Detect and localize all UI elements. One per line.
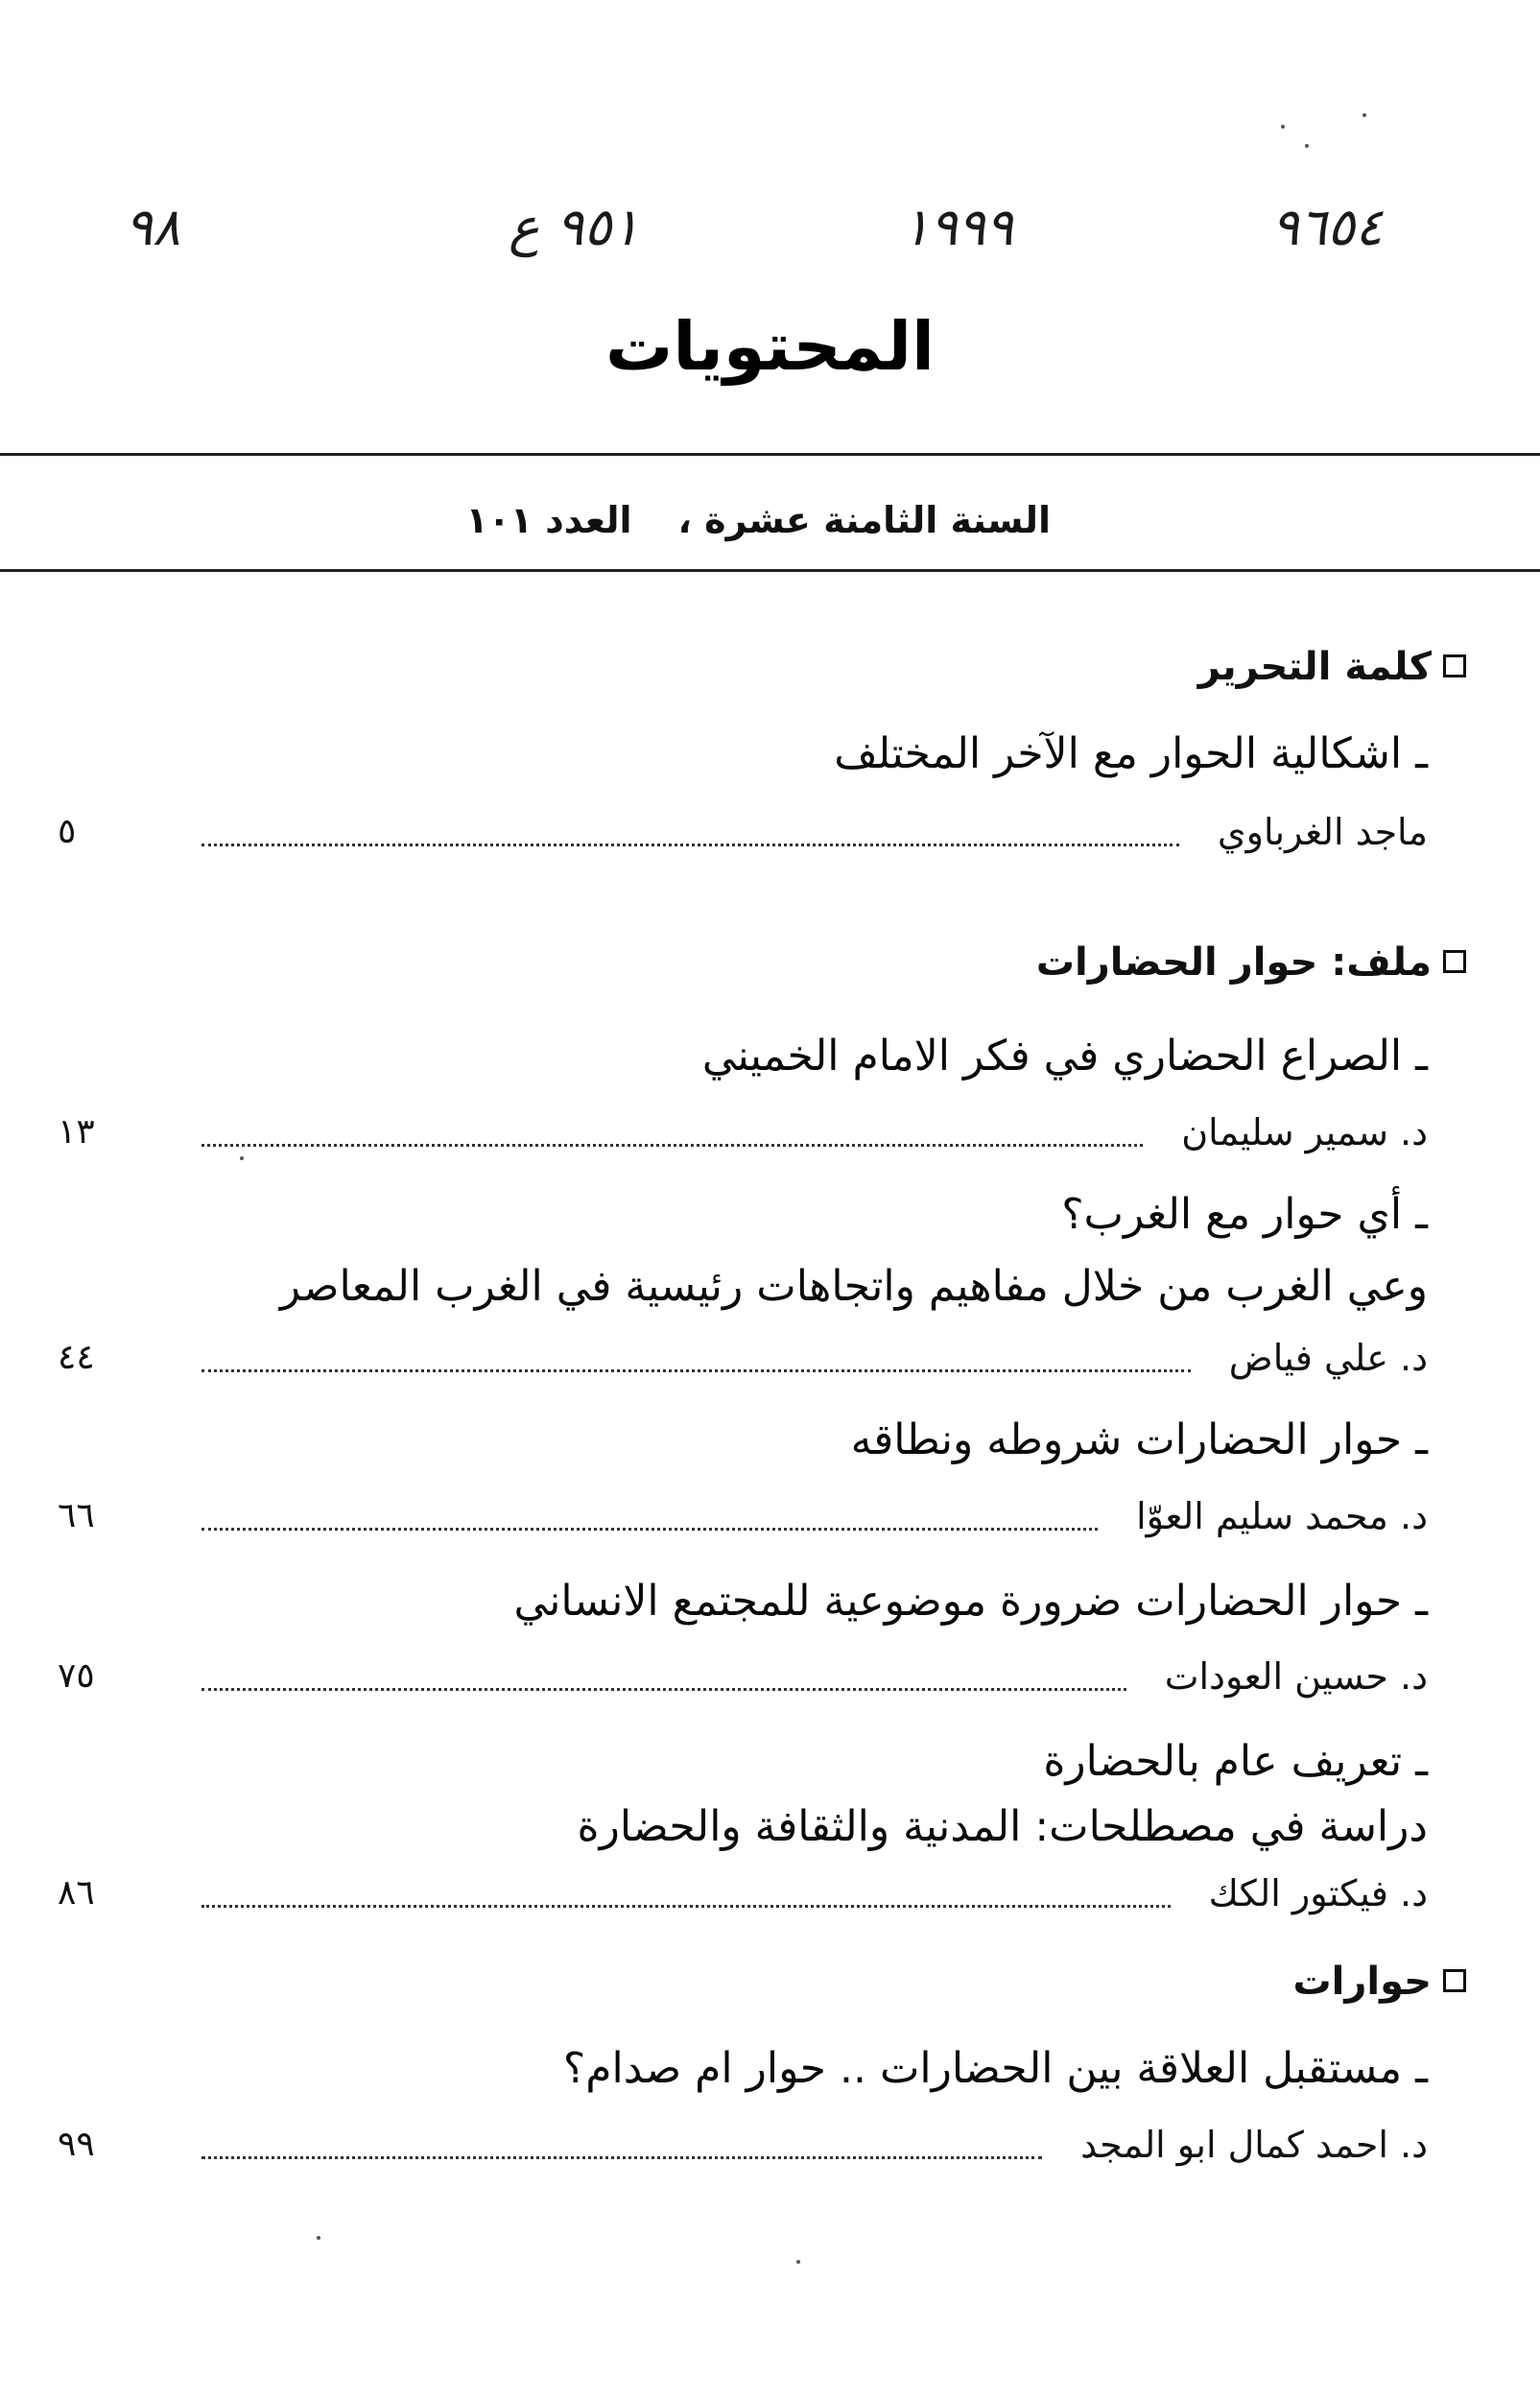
scan-speck <box>1362 113 1366 117</box>
dot-leader <box>201 1905 1171 1908</box>
author-name: د. محمد سليم العوّا <box>1136 1495 1428 1537</box>
issue-year-label: السنة الثامنة عشرة ، <box>677 499 1051 541</box>
section-heading-interviews <box>1292 1960 1466 2004</box>
section-heading-label: ملف: حوار الحضارات <box>1035 940 1432 985</box>
article-title: ـ اشكالية الحوار مع الآخر المختلف <box>834 729 1428 778</box>
scan-speck <box>317 2236 320 2240</box>
page-number: ٦٦ <box>58 1496 95 1535</box>
article-title: ـ مستقبل العلاقة بين الحضارات .. حوار ام صدام؟ <box>562 2044 1428 2093</box>
toc-entry[interactable] <box>58 1334 1428 1382</box>
page-title: المحتويات <box>604 307 936 386</box>
page-number: ٩٩ <box>58 2125 95 2164</box>
page-number: ٥ <box>58 812 77 851</box>
page-number: ٨٦ <box>58 1873 95 1913</box>
section-heading-dossier <box>1036 940 1466 985</box>
author-name: د. احمد كمال ابو المجد <box>1080 2124 1428 2166</box>
author-name: د. سمير سليمان <box>1181 1111 1428 1153</box>
author-name: د. فيكتور الكك <box>1208 1872 1428 1914</box>
dot-leader <box>201 2156 1042 2159</box>
section-heading-label: كلمة التحرير <box>1197 645 1432 689</box>
issue-number-label: العدد ١٠١ <box>465 499 632 541</box>
toc-entry[interactable] <box>58 1108 1428 1156</box>
dot-leader <box>201 1369 1191 1372</box>
handwritten-issue-ref: ٩٥١ ع <box>509 197 640 257</box>
toc-entry[interactable] <box>58 1652 1428 1700</box>
section-heading-editorial <box>1198 645 1466 689</box>
article-title: ـ حوار الحضارات ضرورة موضوعية للمجتمع الانساني <box>513 1577 1428 1626</box>
dot-leader <box>201 1144 1143 1147</box>
scan-speck <box>1305 144 1309 148</box>
page-number: ٧٥ <box>58 1656 95 1696</box>
article-title: ـ الصراع الحضاري في فكر الامام الخميني <box>701 1032 1428 1081</box>
square-bullet-icon <box>1443 654 1466 678</box>
author-name: ماجد الغرباوي <box>1217 811 1428 853</box>
author-name: د. علي فياض <box>1228 1337 1428 1379</box>
scan-speck <box>796 2260 800 2264</box>
article-subtitle: دراسة في مصطلحات: المدنية والثقافة والحضارة <box>577 1802 1428 1851</box>
section-heading-label: حوارات <box>1292 1960 1432 2004</box>
article-title: ـ أي حوار مع الغرب؟ <box>1061 1190 1428 1239</box>
toc-entry[interactable] <box>58 1869 1428 1917</box>
toc-entry[interactable] <box>58 808 1428 856</box>
toc-entry[interactable] <box>58 2121 1428 2169</box>
top-divider <box>0 453 1540 456</box>
issue-line <box>437 499 1051 541</box>
scan-speck <box>240 1156 244 1160</box>
handwritten-catalog-code: ٩٦٥٤ <box>1271 197 1384 257</box>
dot-leader <box>201 844 1179 846</box>
author-name: د. حسين العودات <box>1164 1655 1428 1698</box>
article-title: ـ حوار الحضارات شروطه ونطاقه <box>850 1415 1428 1464</box>
square-bullet-icon <box>1443 1969 1466 1992</box>
article-title: ـ تعريف عام بالحضارة <box>1043 1737 1428 1786</box>
handwritten-page-ref: ٩٨ <box>125 197 181 257</box>
dot-leader <box>201 1528 1098 1531</box>
scan-speck <box>1281 125 1285 129</box>
article-subtitle: وعي الغرب من خلال مفاهيم واتجاهات رئيسية في الغرب المعاصر <box>279 1262 1428 1311</box>
bottom-divider <box>0 569 1540 572</box>
handwritten-year: ١٩٩٩ <box>902 197 1014 257</box>
page-number: ٤٤ <box>58 1338 95 1377</box>
toc-entry[interactable] <box>58 1492 1428 1540</box>
page-number: ١٣ <box>58 1112 95 1152</box>
square-bullet-icon <box>1443 950 1466 973</box>
dot-leader <box>201 1688 1126 1691</box>
